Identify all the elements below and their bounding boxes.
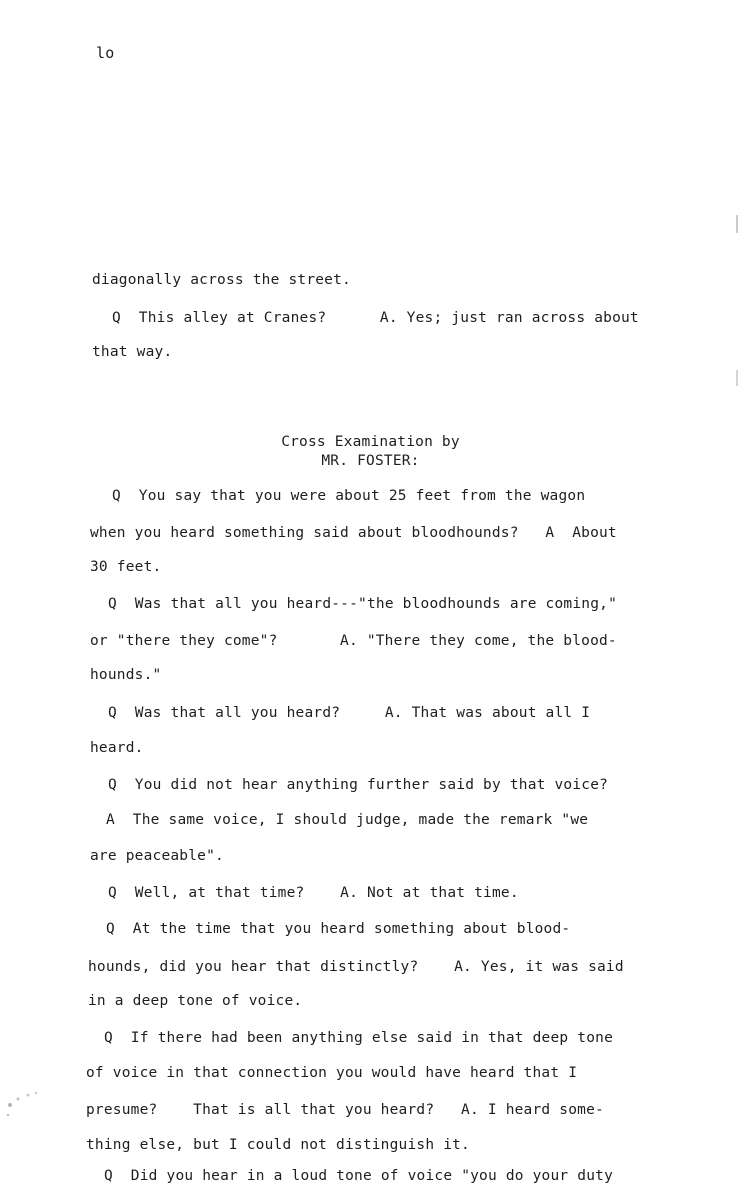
text-line: heard. [90, 740, 144, 756]
text-line: Q You say that you were about 25 feet from the wagon [112, 488, 586, 504]
text-line: that way. [92, 344, 173, 360]
text-line: diagonally across the street. [92, 272, 351, 288]
scan-edge-mark [735, 215, 739, 235]
text-line: presume? That is all that you heard? A. I heard some- [86, 1102, 604, 1118]
text-line: in a deep tone of voice. [88, 993, 303, 1009]
text-line: Q At the time that you heard something about blood- [106, 921, 571, 937]
text-line: hounds." [90, 667, 162, 683]
text-line: Q Was that all you heard---"the bloodhounds are coming," [108, 596, 617, 612]
text-line: of voice in that connection you would have heard that I [86, 1065, 578, 1081]
text-line: 30 feet. [90, 559, 162, 575]
text-line: Q Was that all you heard? A. That was about all I [108, 705, 591, 721]
text-line: hounds, did you hear that distinctly? A. Yes, it was said [88, 959, 624, 975]
text-line: Q If there had been anything else said in that deep tone [104, 1030, 613, 1046]
text-line: or "there they come"? A. "There they come, the blood- [90, 633, 617, 649]
text-line: Q This alley at Cranes? A. Yes; just ran across about [112, 310, 639, 326]
scan-edge-mark [735, 370, 739, 390]
page-number: lo [96, 44, 115, 62]
text-line: when you heard something said about bloodhounds? A About [90, 525, 617, 541]
text-line: are peaceable". [90, 848, 224, 864]
text-line: Q Did you hear in a loud tone of voice "you do your duty [104, 1168, 613, 1184]
text-line: A The same voice, I should judge, made the remark "we [106, 812, 589, 828]
section-heading-examiner: MR. FOSTER: [321, 453, 420, 469]
section-heading: Cross Examination by [281, 434, 460, 450]
text-line: Q Well, at that time? A. Not at that time. [108, 885, 519, 901]
text-line: Q You did not hear anything further said by that voice? [108, 777, 609, 793]
text-line: thing else, but I could not distinguish it. [86, 1137, 470, 1153]
scan-smudge-mark [0, 1085, 60, 1130]
